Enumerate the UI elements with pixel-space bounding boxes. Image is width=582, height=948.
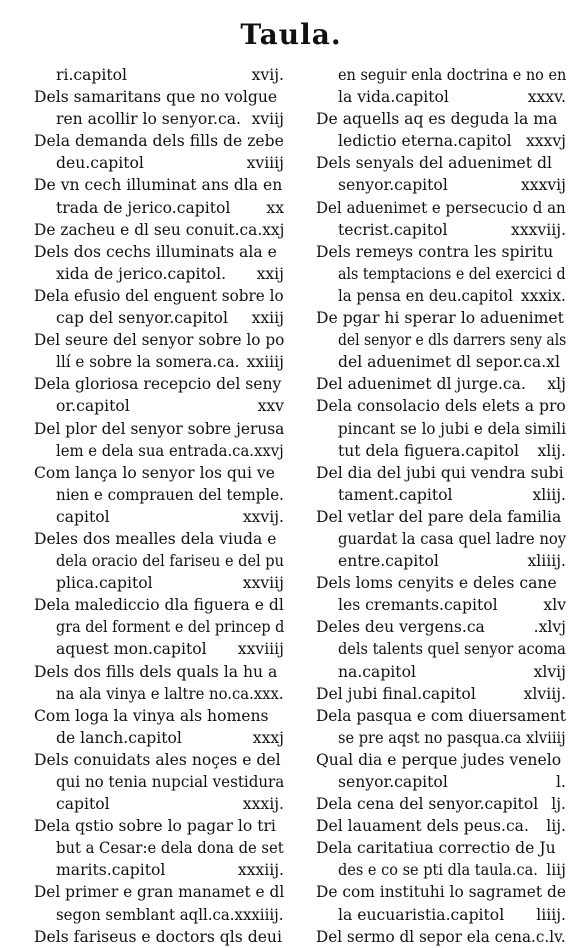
entry-text: Dela malediccio dla figuera e dl <box>34 596 284 615</box>
table-of-contents-line <box>34 152 284 174</box>
entry-text: De com instituhi lo sagramet de <box>316 883 566 902</box>
entry-text: De aquells aq es deguda la ma <box>316 110 558 129</box>
entry-text: Del aduenimet e persecucio d an <box>316 198 566 217</box>
chapter-number: xxij <box>256 264 284 283</box>
entry-text: entre.capitol <box>338 552 439 571</box>
table-of-contents-line <box>34 661 284 683</box>
entry-text: nien e comprauen del temple. <box>56 485 284 504</box>
table-of-contents-line <box>34 837 284 859</box>
table-of-contents-line <box>316 506 566 528</box>
table-of-contents-line <box>316 418 566 440</box>
table-of-contents-line <box>316 219 566 241</box>
table-of-contents-line <box>34 506 284 528</box>
table-of-contents-line <box>316 373 566 395</box>
table-of-contents-line <box>316 462 566 484</box>
table-of-contents-line <box>316 329 566 351</box>
entry-text: als temptacions e del exercici d <box>338 264 566 283</box>
table-of-contents-line <box>316 572 566 594</box>
table-of-contents-line <box>316 727 566 749</box>
entry-text: marits.capitol <box>56 861 166 880</box>
table-of-contents-line <box>316 307 566 329</box>
chapter-number: xx <box>266 198 284 217</box>
table-of-contents-line <box>316 661 566 683</box>
entry-text: de lanch.capitol <box>56 728 182 747</box>
chapter-number: xlv <box>543 596 566 615</box>
entry-text: Dels dos fills dels quals la hu a <box>34 662 278 681</box>
table-of-contents-line <box>316 881 566 903</box>
table-of-contents-line <box>34 616 284 638</box>
entry-text: lem e dela sua entrada.ca.xxvj <box>56 441 284 460</box>
chapter-number: xxxviij. <box>511 220 566 239</box>
table-of-contents-line <box>316 197 566 219</box>
chapter-number: xlj <box>547 375 566 394</box>
table-of-contents-line <box>316 440 566 462</box>
table-of-contents-line <box>34 793 284 815</box>
chapter-number: xlvij <box>533 662 566 681</box>
right-column <box>316 64 566 948</box>
table-of-contents-line <box>34 705 284 727</box>
chapter-number: xxxij. <box>242 795 284 814</box>
chapter-number: xxviiij <box>237 640 284 659</box>
chapter-number: xvij. <box>251 66 284 84</box>
table-of-contents-line <box>34 174 284 196</box>
table-of-contents-line <box>316 793 566 815</box>
table-of-contents-line <box>34 904 284 926</box>
entry-text: Deles deu vergens.ca <box>316 618 485 637</box>
entry-text: Dels remeys contra les spiritu <box>316 242 554 261</box>
chapter-number: l. <box>556 773 566 791</box>
table-of-contents-line <box>34 771 284 793</box>
chapter-number: xviiij <box>246 154 284 173</box>
entry-text: trada de jerico.capitol <box>56 198 231 217</box>
table-of-contents-line <box>34 528 284 550</box>
entry-text: des e co se pti dla taula.ca. <box>338 861 538 880</box>
chapter-number: xxxv. <box>527 88 566 107</box>
table-of-contents-line <box>316 926 566 948</box>
entry-text: qui no tenia nupcial vestidura <box>56 773 285 791</box>
table-of-contents-line <box>34 462 284 484</box>
left-column <box>34 64 284 948</box>
entry-text: se pre aqst no pasqua.ca xlviiij <box>338 728 566 747</box>
entry-text: la vida.capitol <box>338 88 449 107</box>
entry-text: capitol <box>56 507 110 526</box>
chapter-number: xliiij. <box>527 552 566 571</box>
table-of-contents-line <box>34 219 284 241</box>
chapter-number: xxxj <box>252 728 284 747</box>
entry-text: Qual dia e perque judes venelo <box>316 750 562 769</box>
entry-text: Dela demanda dels fills de zebe <box>34 132 284 151</box>
table-of-contents-line <box>316 616 566 638</box>
table-of-contents-line <box>316 771 566 793</box>
table-of-contents-line <box>34 440 284 462</box>
table-of-contents-line <box>316 351 566 373</box>
entry-text: Dels fariseus e doctors qls deui <box>34 927 282 946</box>
table-of-contents-line <box>316 285 566 307</box>
chapter-number: lij. <box>546 817 566 836</box>
entry-text: Dela qstio sobre lo pagar lo tri <box>34 817 276 836</box>
chapter-number: xxiiij <box>246 353 284 372</box>
table-of-contents-line <box>316 395 566 417</box>
entry-text: segon semblant aqll.ca.xxxiiij. <box>56 905 284 924</box>
entry-text: Del seure del senyor sobre lo po <box>34 331 285 350</box>
entry-text: Del vetlar del pare dela familia <box>316 507 562 526</box>
entry-text: la eucuaristia.capitol <box>338 905 505 924</box>
table-of-contents-line <box>34 86 284 108</box>
table-of-contents-line <box>34 108 284 130</box>
entry-text: capitol <box>56 795 110 814</box>
table-of-contents-line <box>34 881 284 903</box>
entry-text: ren acollir lo senyor.ca. <box>56 110 241 129</box>
chapter-number: xliij. <box>532 485 566 504</box>
table-of-contents-line <box>316 859 566 881</box>
entry-text: senyor.capitol <box>338 773 448 791</box>
chapter-number: xxxix. <box>520 286 566 305</box>
entry-text: Del aduenimet dl jurge.ca. <box>316 375 526 394</box>
entry-text: Dela caritatiua correctio de Ju <box>316 839 556 858</box>
entry-text: la pensa en deu.capitol <box>338 286 513 305</box>
table-of-contents-line <box>316 594 566 616</box>
entry-text: guardat la casa quel ladre noy <box>338 529 567 548</box>
entry-text: dela oracio del fariseu e del pu <box>56 552 284 571</box>
table-of-contents-line <box>316 837 566 859</box>
table-of-contents-line <box>34 64 284 86</box>
table-of-contents-line <box>34 683 284 705</box>
chapter-number: liiij. <box>536 905 566 924</box>
table-of-contents-line <box>34 594 284 616</box>
table-of-contents-line <box>316 174 566 196</box>
table-of-contents-line <box>316 484 566 506</box>
entry-text: or.capitol <box>56 397 130 416</box>
entry-text: Com lança lo senyor los qui ve <box>34 463 275 482</box>
entry-text: deu.capitol <box>56 154 144 173</box>
entry-text: na.capitol <box>338 662 416 681</box>
chapter-number: xxvij. <box>242 507 284 526</box>
entry-text: Dela pasqua e com diuersament <box>316 706 566 725</box>
table-of-contents-line <box>316 638 566 660</box>
table-of-contents-line <box>316 550 566 572</box>
table-of-contents-line <box>316 64 566 86</box>
table-of-contents-line <box>34 749 284 771</box>
entry-text: but a Cesar:e dela dona de set <box>56 839 284 858</box>
entry-text: cap del senyor.capitol <box>56 309 228 328</box>
table-of-contents-line <box>34 638 284 660</box>
table-of-contents-line <box>316 108 566 130</box>
entry-text: Del dia del jubi qui vendra subi <box>316 463 564 482</box>
chapter-number: xxviij <box>242 574 284 593</box>
entry-text: tament.capitol <box>338 485 453 504</box>
entry-text: plica.capitol <box>56 574 153 593</box>
table-of-contents-line <box>34 418 284 440</box>
entry-text: Dela consolacio dels elets a pro <box>316 397 566 416</box>
entry-text: Dela cena del senyor.capitol <box>316 795 539 814</box>
entry-text: dels talents quel senyor acoma <box>338 640 566 659</box>
chapter-number: .xlvj <box>533 618 566 637</box>
table-of-contents-line <box>316 86 566 108</box>
table-of-contents-line <box>34 130 284 152</box>
entry-text: Del lauament dels peus.ca. <box>316 817 529 836</box>
entry-text: Deles dos mealles dela viuda e <box>34 529 277 548</box>
table-of-contents-line <box>34 351 284 373</box>
entry-text: Dels conuidats ales noçes e del <box>34 750 281 769</box>
chapter-number: xxxvj <box>525 132 566 151</box>
table-of-contents-line <box>34 197 284 219</box>
entry-text: Dels senyals del aduenimet dl <box>316 154 552 173</box>
entry-text: gra del forment e del princep d <box>56 618 285 637</box>
table-of-contents-line <box>316 528 566 550</box>
entry-text: Del primer e gran manamet e dl <box>34 883 285 902</box>
table-of-contents-line <box>316 705 566 727</box>
table-of-contents-line <box>34 329 284 351</box>
entry-text: De vn cech illuminat ans dla en <box>34 176 283 195</box>
entry-text: ri.capitol <box>56 66 128 84</box>
chapter-number: xxxvij <box>520 176 566 195</box>
table-of-contents-line <box>316 263 566 285</box>
table-of-contents-line <box>316 683 566 705</box>
table-of-contents-line <box>34 484 284 506</box>
page-title: Taula. <box>240 18 342 51</box>
entry-text: De pgar hi sperar lo aduenimet <box>316 309 564 328</box>
table-of-contents-line <box>316 152 566 174</box>
table-of-contents-line <box>316 815 566 837</box>
entry-text: Del sermo dl sepor ela cena.c.lv. <box>316 927 566 946</box>
entry-text: les cremants.capitol <box>338 596 498 615</box>
table-of-contents-line <box>34 727 284 749</box>
chapter-number: xxiij <box>251 309 284 328</box>
entry-text: ledictio eterna.capitol <box>338 132 512 151</box>
entry-text: llí e sobre la somera.ca. <box>56 353 240 372</box>
entry-text: Dels dos cechs illuminats ala e <box>34 242 277 261</box>
table-of-contents-line <box>34 859 284 881</box>
table-of-contents-line <box>34 815 284 837</box>
entry-text: De zacheu e dl seu conuit.ca.xxj <box>34 220 285 239</box>
entry-text: aquest mon.capitol <box>56 640 207 659</box>
chapter-number: xviij <box>251 110 284 129</box>
table-of-contents-line <box>34 572 284 594</box>
entry-text: tecrist.capitol <box>338 220 448 239</box>
chapter-number: lj. <box>551 795 566 814</box>
table-of-contents-line <box>316 241 566 263</box>
entry-text: Dela efusio del enguent sobre lo <box>34 286 284 305</box>
entry-text: Del jubi final.capitol <box>316 684 476 703</box>
entry-text: del aduenimet dl sepor.ca.xl <box>338 353 560 372</box>
table-of-contents-line <box>34 550 284 572</box>
entry-text: Del plor del senyor sobre jerusa <box>34 419 285 438</box>
chapter-number: liij <box>546 861 566 880</box>
table-of-contents-line <box>34 307 284 329</box>
table-of-contents-line <box>34 285 284 307</box>
entry-text: senyor.capitol <box>338 176 448 195</box>
table-of-contents-line <box>34 926 284 948</box>
entry-text: Dels samaritans que no volgue <box>34 88 278 107</box>
chapter-number: xxv <box>257 397 284 416</box>
entry-text: en seguir enla doctrina e no en <box>338 66 567 84</box>
entry-text: Dels loms cenyits e deles cane <box>316 574 557 593</box>
table-of-contents-line <box>34 263 284 285</box>
chapter-number: xlviij. <box>523 684 566 703</box>
table-of-contents-line <box>34 373 284 395</box>
table-of-contents-line <box>34 241 284 263</box>
table-of-contents-line <box>316 749 566 771</box>
entry-text: tut dela figuera.capitol <box>338 441 519 460</box>
table-of-contents-line <box>316 904 566 926</box>
entry-text: Com loga la vinya als homens <box>34 706 269 725</box>
table-of-contents-line <box>34 395 284 417</box>
entry-text: pincant se lo jubi e dela simili <box>338 419 567 438</box>
entry-text: del senyor e dls darrers seny als <box>338 331 567 350</box>
entry-text: na ala vinya e laltre no.ca.xxx. <box>56 684 284 703</box>
table-of-contents-line <box>316 130 566 152</box>
chapter-number: xxxiij. <box>237 861 284 880</box>
entry-text: xida de jerico.capitol. <box>56 264 227 283</box>
chapter-number: xlij. <box>537 441 566 460</box>
entry-text: Dela gloriosa recepcio del seny <box>34 375 282 394</box>
